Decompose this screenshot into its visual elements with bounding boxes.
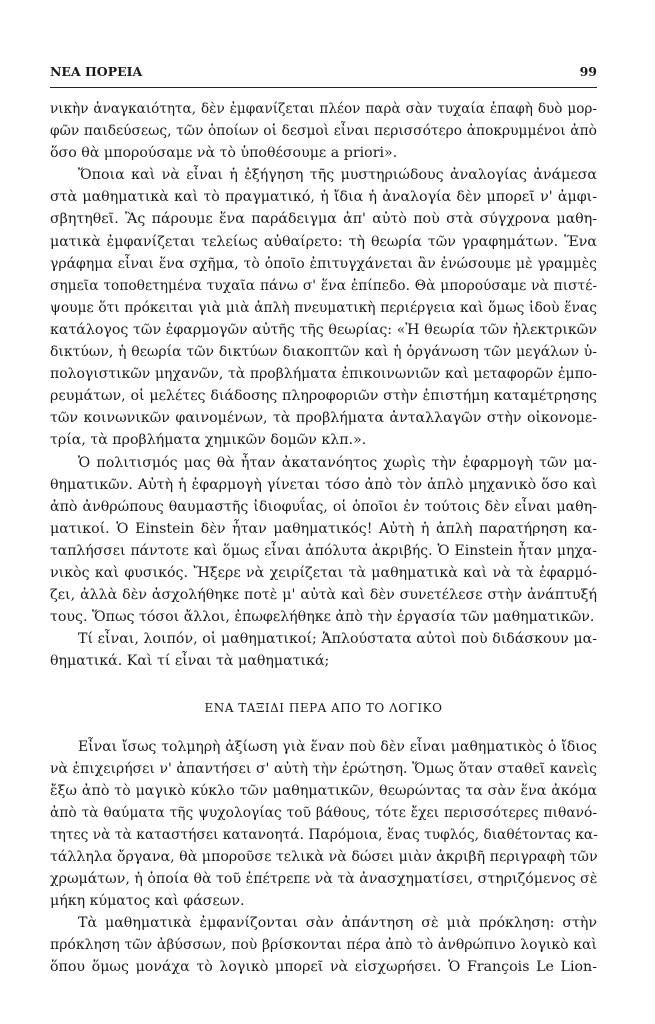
text-line: δικτύων, ἡ θεωρία τῶν δικτύων διακοπτῶν καὶ ἡ ὀργάνωση τῶν μεγάλων ὑ- xyxy=(50,344,597,361)
text-line: τῶν κοινωνικῶν φαινομένων, τὰ προβλήματα ἀνταλλαγῶν στὴν οἰκονομε- xyxy=(50,410,597,427)
section-heading: ΕΝΑ ΤΑΞΙΔΙ ΠΕΡΑ ΑΠΟ ΤΟ ΛΟΓΙΚΟ xyxy=(204,701,443,716)
text-line: νικὸς καὶ φυσικός. Ἤξερε νὰ χειρίζεται τὰ μαθηματικὰ καὶ νὰ τὰ ἐφαρμό- xyxy=(50,564,597,581)
text-line: τητες νὰ τὰ καταστήσει κατανοητά. Παρόμοια, ἕνας τυφλός, διαθέτοντας κα- xyxy=(50,826,598,843)
text-line: ψουμε ὅτι πρόκειται γιὰ μιὰ ἁπλὴ πνευματικὴ περιέργεια καὶ ὅμως ἰδοὺ ἕνας xyxy=(50,299,597,316)
text-line: ζει, ἀλλὰ δὲν ἀσχολήθηκε ποτὲ μ' αὐτὰ καὶ δὲν συνετέλεσε στὴν ἀνάπτυξή xyxy=(50,587,597,604)
text-line: ἀπὸ ἀνθρώπους θαυμαστῆς ἰδιοφυΐας, οἱ ὁποῖοι ἐν τούτοις δὲν εἶναι μαθη- xyxy=(50,498,597,515)
running-header xyxy=(50,64,597,79)
header-rule xyxy=(50,87,597,88)
text-line: τρία, τὰ προβλήματα χημικῶν δομῶν κλπ.». xyxy=(50,432,367,449)
paragraph-2 xyxy=(50,164,597,451)
paragraph-4 xyxy=(50,628,597,672)
paragraph-1 xyxy=(50,98,597,164)
page-number: 99 xyxy=(579,64,597,79)
text-line: νικὴν ἀναγκαιότητα, δὲν ἐμφανίζεται πλέον παρὰ σὰν τυχαία ἐπαφὴ δυὸ μορ- xyxy=(50,101,597,117)
text-line: σβητηθεῖ. Ἂς πάρουμε ἕνα παράδειγμα ἀπ' αὐτὸ ποὺ στὰ σύγχρονα μαθη- xyxy=(50,211,597,228)
text-line: μήκη κύματος καὶ φάσεων. xyxy=(50,893,245,910)
text-line: Τὰ μαθηματικὰ ἐμφανίζονται σὰν ἀπάντηση σὲ μιὰ πρόκληση: στὴν xyxy=(78,915,597,932)
paragraph-3 xyxy=(50,452,597,629)
text-line: τους. Ὅπως τόσοι ἄλλοι, ἐπωφελήθηκε ἀπὸ τὴν ἐργασία τῶν μαθηματικῶν. xyxy=(50,609,595,626)
text-line: ἀπὸ τὰ θαύματα τῆς ψυχολογίας τοῦ βάθους, τότε ἔχει περισσότερες πιθανό- xyxy=(50,804,597,821)
text-line: Ὁ πολιτισμός μας θὰ ἦταν ἀκατανόητος χωρὶς τὴν ἐφαρμογὴ τῶν μα- xyxy=(78,454,597,471)
text-line: σημεῖα τοποθετημένα τυχαῖα πάνω σ' ἕνα ἐπίπεδο. Θὰ μπορούσαμε νὰ πιστέ- xyxy=(50,277,597,294)
text-line: ὅσο θὰ μπορούσαμε νὰ τὸ ὑποθέσουμε a priori». xyxy=(50,145,398,162)
text-line: θηματικῶν. Αὐτὴ ἡ ἐφαρμογὴ γίνεται τόσο ἀπὸ τὸν ἁπλὸ μηχανικὸ ὅσο καὶ xyxy=(50,476,597,493)
text-line: ταπλήσσει πάντοτε καὶ ὅμως εἶναι ἀπόλυτα ἀκριβής. Ὁ Einstein ἦταν μηχα- xyxy=(50,542,597,559)
body-text xyxy=(50,98,597,979)
text-line: κατάλογος τῶν ἐφαρμογῶν αὐτῆς τῆς θεωρίας: «Ἡ θεωρία τῶν ἠλεκτρικῶν xyxy=(50,321,597,338)
text-line: πρόκληση τῶν ἀβύσσων, ποὺ βρίσκονται πέρα ἀπὸ τὸ ἀνθρώπινο λογικὸ καὶ xyxy=(50,937,597,954)
text-line: Εἶναι ἴσως τολμηρὴ ἀξίωση γιὰ ἕναν ποὺ δὲν εἶναι μαθηματικὸς ὁ ἴδιος xyxy=(78,738,597,755)
text-line: ἔξω ἀπὸ τὸ μαγικὸ κύκλο τῶν μαθηματικῶν, θεωρώντας τα σὰν ἕνα ἀκόμα xyxy=(50,782,597,799)
text-line: φῶν παιδεύσεως, τῶν ὁποίων οἱ δεσμοὶ εἶναι περισσότερο ἀποκρυμμένοι ἀπὸ xyxy=(50,123,597,140)
text-line: χρωμάτων, ἡ ὁποία θὰ τοῦ ἐπέτρεπε νὰ τὰ ἀνασχηματίσει, στηριζόμενος σὲ xyxy=(50,871,598,888)
text-line: γράφημα εἶναι ἕνα σχῆμα, τὸ ὁποῖο ἐπιτυγχάνεται ἂν ἑνώσουμε μὲ γραμμὲς xyxy=(50,255,597,272)
text-line: ματικοί. Ὁ Einstein δὲν ἦταν μαθηματικός! Αὐτὴ ἡ ἁπλὴ παρατήρηση κα- xyxy=(50,520,597,537)
text-line: Ὅποια καὶ νὰ εἶναι ἡ ἐξήγηση τῆς μυστηριώδους ἀναλογίας ἀνάμεσα xyxy=(78,167,597,184)
text-line: ὅπου ὅμως μονάχα τὸ λογικὸ μπορεῖ νὰ εἰσχωρήσει. Ὁ François Le Lion- xyxy=(50,959,597,976)
paragraph-5 xyxy=(50,736,597,913)
paragraph-6 xyxy=(50,912,597,978)
journal-title: ΝΕΑ ΠΟΡΕΙΑ xyxy=(50,64,143,79)
text-line: στὰ μαθηματικὰ καὶ τὸ πραγματικό, ἡ ἴδια ἡ ἀναλογία δὲν μπορεῖ ν' ἀμφι- xyxy=(50,189,597,206)
text-line: ρευμάτων, οἱ μελέτες διάδοσης πληροφοριῶν στὴν ἐπιστήμη καταμέτρησης xyxy=(50,388,597,405)
text-line: Τί εἶναι, λοιπόν, οἱ μαθηματικοί; Ἁπλούστατα αὐτοὶ ποὺ διδάσκουν μα- xyxy=(78,631,597,648)
text-line: θηματικά. Καὶ τί εἶναι τὰ μαθηματικά; xyxy=(50,653,330,670)
text-line: τάλληλα ὄργανα, θὰ μποροῦσε τελικὰ νὰ δώσει μιὰν ἀκριβῆ περιγραφὴ τῶν xyxy=(50,849,598,865)
text-line: νὰ ἐπιχειρήσει ν' ἀπαντήσει σ' αὐτὴ τὴν ἐρώτηση. Ὅμως ὅταν σταθεῖ κανεὶς xyxy=(50,760,597,777)
text-line: ματικὰ ἐμφανίζεται τελείως αὐθαίρετο: τὴ θεωρία τῶν γραφημάτων. Ἕνα xyxy=(50,233,597,250)
text-line: πολογιστικῶν μηχανῶν, τὰ προβλήματα ἐπικοινωνιῶν καὶ μεταφορῶν ἐμπο- xyxy=(50,366,597,383)
